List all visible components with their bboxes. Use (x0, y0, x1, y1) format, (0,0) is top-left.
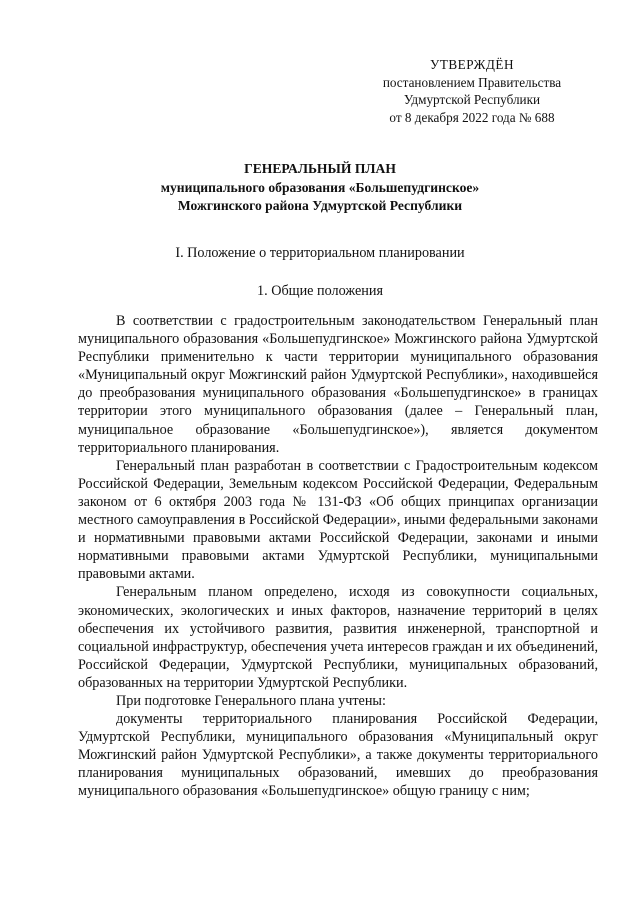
paragraph: Генеральным планом определено, исходя из совокупности социальных, экономических, экологических и иных факторов, назначение территорий в целях обеспечения их устойчивого развития, развития инженерной, транспортной и социальной инфраструктур, обеспечения учета интересов граждан и их объединений, Российской Федерации, Удмуртской Республики, муниципальных образований, образованных на территории Удмуртской Республики. (78, 584, 598, 691)
subsection-heading: 1. Общие положения (257, 283, 383, 299)
approval-title: УТВЕРЖДЁН (429, 57, 514, 72)
title-line: Можгинского района Удмуртской Республики (177, 198, 463, 213)
title-line: ГЕНЕРАЛЬНЫЙ ПЛАН (244, 161, 396, 176)
section-heading: I. Положение о территориальном планировании (175, 245, 465, 261)
document-body (78, 312, 598, 801)
approval-line: постановлением Правительства (382, 74, 562, 90)
paragraph: документы территориального планирования Российской Федерации, Удмуртской Республики, муниципального образования «Муниципальный округ Можгинский район Удмуртской Республики», а также документы территориального планирования муниципальных образований, имевших до преобразования муниципального образования «Большепудгинское» общую границу с ним; (78, 711, 598, 800)
paragraph: В соответствии с градостроительным законодательством Генеральный план муниципального образования «Большепудгинское» Можгинского района Удмуртской Республики применительно к части территории муниципального образования «Муниципальный округ Можгинский район Удмуртской Республики», находившейся до преобразования муниципального образования «Большепудгинское» в границах территории этого муниципального образования (далее – Генеральный план, муниципальное образование «Большепудгинское»), является документом территориального планирования. (78, 313, 598, 456)
title-line: муниципального образования «Большепудгинское» (160, 179, 480, 195)
document-title (40, 160, 600, 216)
approval-line: Удмуртской Республики (403, 92, 541, 107)
approval-date: от 8 декабря 2022 года № 688 (389, 109, 555, 125)
paragraph: Генеральный план разработан в соответствии с Градостроительным кодексом Российской Федерации, Земельным кодексом Российской Федерации, Федеральным законом от 6 октября 2003 года № 131-ФЗ «Об общих принципах организации местного самоуправления в Российской Федерации», иными федеральными законами и нормативными правовыми актами Российской Федерации, законами и иными нормативными правовыми актами Удмуртской Республики, муниципальными правовыми актами. (78, 457, 598, 583)
approval-stamp (372, 56, 572, 126)
paragraph: При подготовке Генерального плана учтены: (116, 692, 386, 709)
